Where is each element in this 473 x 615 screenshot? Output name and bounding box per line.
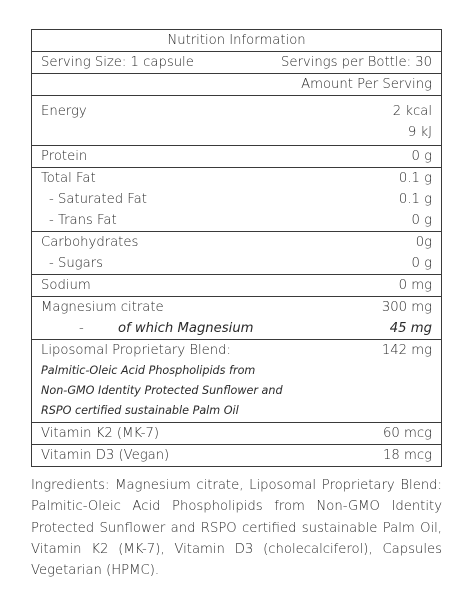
liposomal-note-line: RSPO certified sustainable Palm Oil (41, 404, 239, 417)
magnesium-label: of which Magnesium (117, 321, 254, 336)
sodium-value: 0 mg (398, 278, 432, 293)
sugars-label: - Sugars (49, 256, 103, 271)
nutrition-table (31, 29, 442, 467)
energy-label: Energy (41, 103, 87, 119)
trans-fat-value: 0 g (411, 213, 432, 228)
sodium-label: Sodium (41, 278, 91, 293)
serving-row (32, 51, 441, 73)
servings-per-bottle: Servings per Bottle: 30 (280, 55, 432, 70)
vitamin-d3-value: 18 mcg (383, 448, 432, 463)
carbohydrates-label: Carbohydrates (41, 235, 139, 250)
fat-row (32, 167, 441, 231)
total-fat-label: Total Fat (41, 171, 96, 186)
liposomal-note-line: Palmitic-Oleic Acid Phospholipids from (41, 364, 256, 377)
liposomal-note (41, 361, 311, 421)
vitamin-k2-value: 60 mcg (383, 426, 432, 441)
magnesium-dash: - (79, 321, 84, 336)
carbohydrates-row (32, 231, 441, 274)
protein-label: Protein (41, 149, 88, 164)
saturated-fat-label: - Saturated Fat (49, 192, 147, 207)
sugars-value: 0 g (411, 256, 432, 271)
protein-value: 0 g (411, 149, 432, 164)
magnesium-value: 45 mg (389, 321, 432, 336)
carbohydrates-value: 0g (415, 235, 432, 250)
magnesium-sub-label-group (41, 321, 254, 336)
magnesium-citrate-value: 300 mg (381, 300, 432, 315)
amount-header-row (32, 73, 441, 95)
liposomal-value: 142 mg (381, 343, 432, 358)
vitamin-k2-row (32, 422, 441, 444)
serving-size: Serving Size: 1 capsule (41, 55, 194, 70)
total-fat-value: 0.1 g (398, 171, 432, 186)
magnesium-row (32, 296, 441, 339)
energy-kj: 9 kJ (407, 125, 432, 140)
table-title: Nutrition Information (167, 33, 306, 48)
liposomal-note-line: Non-GMO Identity Protected Sunflower and (41, 384, 283, 397)
liposomal-row (32, 339, 441, 422)
saturated-fat-value: 0.1 g (398, 192, 432, 207)
amount-header: Amount Per Serving (301, 77, 432, 92)
trans-fat-label: - Trans Fat (49, 213, 117, 228)
table-title-row (32, 30, 441, 51)
magnesium-citrate-label: Magnesium citrate (41, 300, 164, 315)
sodium-row (32, 274, 441, 296)
vitamin-k2-label: Vitamin K2 (MK-7) (41, 426, 160, 441)
protein-row (32, 145, 441, 167)
vitamin-d3-row (32, 444, 441, 466)
vitamin-d3-label: Vitamin D3 (Vegan) (41, 448, 170, 463)
energy-row (32, 95, 441, 145)
ingredients-text: Ingredients: Magnesium citrate, Liposomal Proprietary Blend: Palmitic-Oleic Acid Phospholipids from Non-GMO Identity Protected Sunflower and RSPO certified sustainable Palm Oil, Vitamin K2 (MK-7), Vitamin D3 (cholecalciferol), Capsules Vegetarian (HPMC). (31, 478, 442, 579)
liposomal-label: Liposomal Proprietary Blend: (41, 343, 231, 358)
energy-kcal: 2 kcal (392, 103, 432, 119)
